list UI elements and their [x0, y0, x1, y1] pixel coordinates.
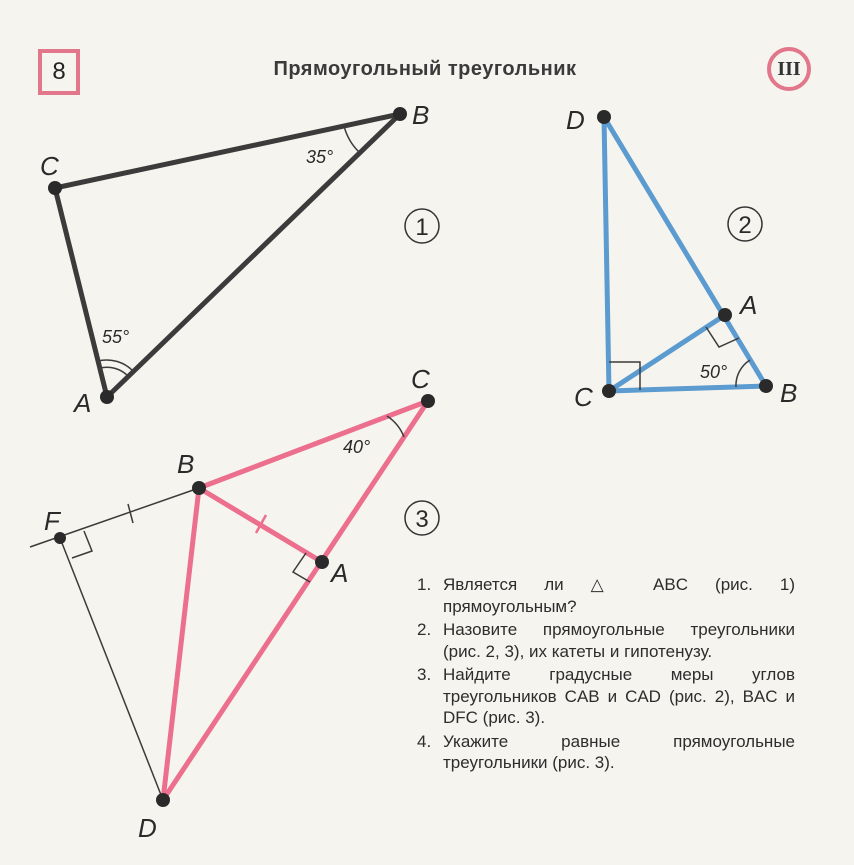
fig2-point-b [759, 379, 773, 393]
fig3-side-cd [163, 401, 428, 800]
fig2-point-a [718, 308, 732, 322]
fig1-point-c [48, 181, 62, 195]
fig1-angle-b-label: 35° [306, 147, 334, 167]
fig3-number: 3 [415, 506, 429, 533]
question-list [417, 574, 795, 776]
fig2-angle-b-label: 50° [700, 362, 728, 382]
question-text: Назовите прямоугольные треугольники (рис. 2, 3), их катеты и гипотенузу. [443, 620, 795, 661]
question-item [417, 664, 795, 729]
fig1-label-c: C [40, 151, 59, 181]
page-title: Прямоугольный треугольник [273, 58, 577, 80]
fig3-segment-fd [60, 538, 163, 800]
question-item [417, 574, 795, 617]
fig3-angle-c-arc [387, 416, 404, 437]
fig2-point-d [597, 110, 611, 124]
question-text: Является ли △ ABC (рис. 1) прямоугольным? [443, 575, 795, 616]
fig3-right-angle-f [72, 531, 92, 558]
question-number: 2. [417, 620, 432, 639]
fig3-tick-fb [128, 504, 133, 523]
fig1-angle-a-label: 55° [102, 327, 130, 347]
fig1-angle-a-arc-inner [100, 367, 128, 376]
fig2-label-d: D [566, 105, 585, 135]
fig2-side-cb [609, 386, 766, 391]
fig3-label-d: D [138, 813, 157, 843]
figure-3 [30, 364, 439, 843]
fig2-number: 2 [738, 212, 752, 239]
fig2-side-db [604, 117, 766, 386]
fig3-angle-c-label: 40° [343, 437, 371, 457]
fig2-label-c: C [574, 382, 593, 412]
question-number: 3. [417, 665, 432, 684]
question-text: Найдите градусные меры углов треугольников CAB и CAD (рис. 2), BAC и DFC (рис. 3). [443, 665, 795, 727]
fig3-right-angle-a [293, 553, 310, 582]
fig1-angle-b-arc [344, 126, 360, 153]
fig2-label-b: B [780, 378, 798, 408]
question-item [417, 731, 795, 774]
figure-2 [566, 105, 797, 412]
fig3-point-a [315, 555, 329, 569]
fig2-label-a: A [740, 290, 758, 320]
fig3-point-c [421, 394, 435, 408]
fig1-side-ab [107, 114, 400, 397]
fig1-label-a: A [74, 388, 92, 418]
fig1-side-ca [55, 188, 107, 397]
fig1-point-a [100, 390, 114, 404]
page-number: 8 [52, 58, 66, 85]
figure-1 [40, 100, 439, 418]
fig3-side-bc [199, 401, 428, 488]
section-number: III [777, 57, 801, 80]
fig2-side-dc [604, 117, 609, 391]
fig1-side-cb [55, 114, 400, 188]
fig3-label-a: A [331, 558, 349, 588]
fig1-label-b: B [412, 100, 430, 130]
fig2-angle-b-arc [736, 360, 750, 387]
fig1-angle-a-arc-outer [98, 360, 133, 371]
fig3-label-f: F [44, 506, 60, 536]
fig2-point-c [602, 384, 616, 398]
fig3-point-b [192, 481, 206, 495]
fig3-label-c: C [411, 364, 430, 394]
fig3-label-b: B [177, 449, 195, 479]
question-number: 1. [417, 575, 432, 594]
question-text: Укажите равные прямоугольные треугольники (рис. 3). [443, 731, 795, 772]
fig3-point-d [156, 793, 170, 807]
fig1-number: 1 [415, 214, 429, 241]
fig1-point-b [393, 107, 407, 121]
question-item [417, 619, 795, 662]
question-number: 4. [417, 731, 432, 751]
